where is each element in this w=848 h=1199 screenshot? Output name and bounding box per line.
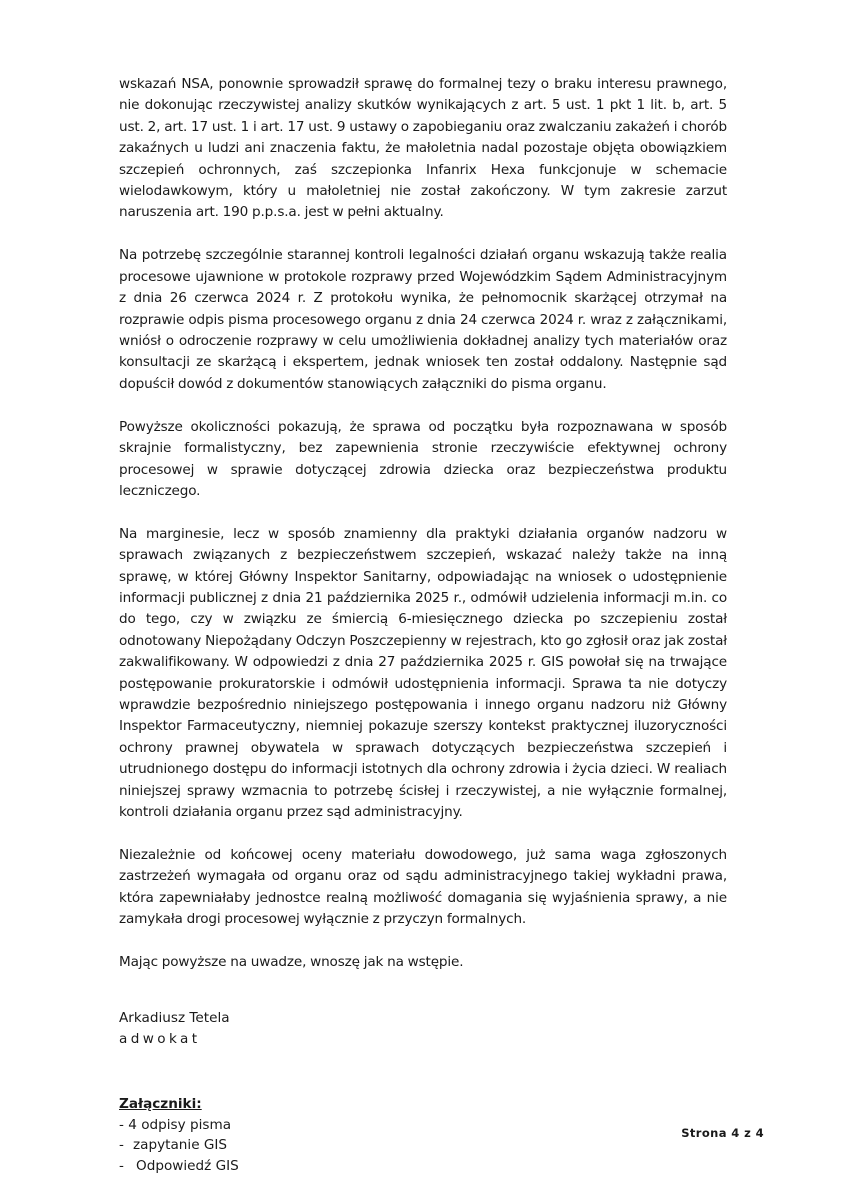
attachment-dash: - [119, 1157, 124, 1174]
attachment-item [119, 1156, 727, 1177]
attachment-text: zapytanie GIS [133, 1137, 228, 1154]
closing-paragraph: Mając powyższe na uwadze, wnoszę jak na wstępie. [119, 954, 464, 971]
attachment-text: Odpowiedź GIS [136, 1157, 239, 1174]
paragraph-2: Na potrzebę szczególnie starannej kontroli legalności działań organu wskazują także realia procesowe ujawnione w protokole rozprawy przed Wojewódzkim Sądem Administracyjnym z dnia 26 czerwca 2024 r. Z protokołu wynika, że pełnomocnik skarżącej otrzymał na rozprawie odpis pisma procesowego organu z dnia 24 czerwca 2024 r. wraz z załącznikami, wniósł o odroczenie rozprawy w celu umożliwienia dokładnej analizy tych materiałów oraz konsultacji ze skarżącą i ekspertem, jednak wniosek ten został oddalony. Następnie sąd dopuścił dowód z dokumentów stanowiących załączniki do pisma organu. [119, 247, 727, 392]
signature-block [119, 1008, 727, 1051]
page-number: Strona 4 z 4 [681, 1126, 764, 1140]
signature-title: adwokat [119, 1030, 201, 1047]
attachment-item [119, 1115, 727, 1136]
paragraph-5: Niezależnie od końcowej oceny materiału dowodowego, już sama waga zgłoszonych zastrzeżeń wymagała od organu oraz od sądu administracyjnego takiej wykładni prawa, która zapewniałaby jednostce realną możliwość domagania się wyjaśnienia sprawy, a nie zamykała drogi procesowej wyłącznie z przyczyn formalnych. [119, 847, 727, 928]
attachment-item [119, 1135, 727, 1156]
attachments-heading: Załączniki: [119, 1096, 202, 1113]
attachment-dash: - [119, 1137, 124, 1154]
attachment-dash: - [119, 1116, 124, 1133]
attachments-list [119, 1115, 727, 1177]
paragraph-1: wskazań NSA, ponownie sprowadził sprawę do formalnej tezy o braku interesu prawnego, nie dokonując rzeczywistej analizy skutków wynikających z art. 5 ust. 1 pkt 1 lit. b, art. 5 ust. 2, art. 17 ust. 1 i art. 17 ust. 9 ustawy o zapobieganiu oraz zwalczaniu zakażeń i chorób zakaźnych u ludzi ani znaczenia faktu, że małoletnia nadal pozostaje objęta obowiązkiem szczepień ochronnych, zaś szczepionka Infanrix Hexa funkcjonuje w schemacie wielodawkowym, który u małoletniej nie został zakończony. W tym zakresie zarzut naruszenia art. 190 p.p.s.a. jest w pełni aktualny. [119, 76, 727, 221]
document-page [119, 74, 727, 1176]
attachment-text: 4 odpisy pisma [128, 1116, 232, 1133]
paragraph-3: Powyższe okoliczności pokazują, że sprawa od początku była rozpoznawana w sposób skrajnie formalistyczny, bez zapewnienia stronie rzeczywiście efektywnej ochrony procesowej w sprawie dotyczącej zdrowia dziecka oraz bezpieczeństwa produktu leczniczego. [119, 418, 727, 499]
attachments-section [119, 1094, 727, 1176]
paragraph-4: Na marginesie, lecz w sposób znamienny dla praktyki działania organów nadzoru w sprawach związanych z bezpieczeństwem szczepień, wskazać należy także na inną sprawę, w której Główny Inspektor Sanitarny, odpowiadając na wniosek o udostępnienie informacji publicznej z dnia 21 października 2025 r., odmówił udzielenia informacji m.in. co do tego, czy w związku ze śmiercią 6-miesięcznego dziecka po szczepieniu został odnotowany Niepożądany Odczyn Poszczepienny w rejestrach, kto go zgłosił oraz jak został zakwalifikowany. W odpowiedzi z dnia 27 października 2025 r. GIS powołał się na trwające postępowanie prokuratorskie i odmówił udostępnienia informacji. Sprawa ta nie dotyczy wprawdzie bezpośrednio niniejszego postępowania i innego organu nadzoru niż Główny Inspektor Farmaceutyczny, niemniej pokazuje szerszy kontekst praktycznej iluzoryczności ochrony prawnej obywatela w sprawach dotyczących bezpieczeństwa szczepień i utrudnionego dostępu do informacji istotnych dla ochrony zdrowia i życia dzieci. W realiach niniejszej sprawy wzmacnia to potrzebę ścisłej i rzeczywistej, a nie wyłącznie formalnej, kontroli działania organu przez sąd administracyjny. [119, 525, 727, 821]
signature-name: Arkadiusz Tetela [119, 1009, 230, 1026]
